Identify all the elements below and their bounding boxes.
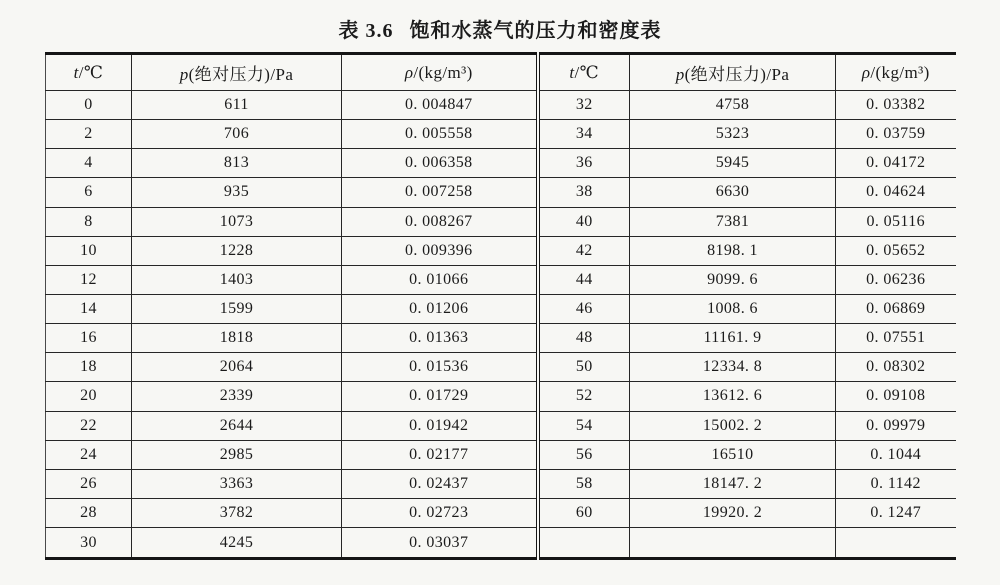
cell-density: 0. 01536 xyxy=(342,353,538,382)
table-body xyxy=(46,91,956,559)
cell-pressure: 6630 xyxy=(630,178,836,207)
cell-pressure: 19920. 2 xyxy=(630,498,836,527)
table-row xyxy=(46,498,956,527)
cell-density: 0. 01363 xyxy=(342,324,538,353)
cell-pressure: 1228 xyxy=(132,236,342,265)
cell-temperature: 22 xyxy=(46,411,132,440)
table-row xyxy=(46,207,956,236)
cell-density: 0. 1044 xyxy=(836,440,956,469)
cell-pressure: 2339 xyxy=(132,382,342,411)
cell-density: 0. 02177 xyxy=(342,440,538,469)
cell-temperature: 36 xyxy=(538,149,630,178)
cell-density: 0. 007258 xyxy=(342,178,538,207)
cell-temperature: 18 xyxy=(46,353,132,382)
p-symbol: p xyxy=(179,65,189,84)
cell-temperature: 44 xyxy=(538,265,630,294)
table-row xyxy=(46,353,956,382)
table-row xyxy=(46,120,956,149)
cell-temperature: 42 xyxy=(538,236,630,265)
table-row xyxy=(46,382,956,411)
cell-density: 0. 06869 xyxy=(836,294,956,323)
cell-temperature: 14 xyxy=(46,294,132,323)
table-row xyxy=(46,469,956,498)
cell-temperature: 54 xyxy=(538,411,630,440)
table-row xyxy=(46,411,956,440)
rho-unit: /(kg/m³) xyxy=(413,62,473,82)
cell-density: 0. 07551 xyxy=(836,324,956,353)
cell-temperature: 52 xyxy=(538,382,630,411)
table-row xyxy=(46,236,956,265)
cell-temperature: 6 xyxy=(46,178,132,207)
cell-density: 0. 1247 xyxy=(836,498,956,527)
cell-pressure: 2064 xyxy=(132,353,342,382)
rho-symbol: ρ xyxy=(404,62,414,82)
cell-density: 0. 03037 xyxy=(342,528,538,559)
table-row xyxy=(46,324,956,353)
table-number: 表 3.6 xyxy=(338,20,394,42)
cell-pressure: 9099. 6 xyxy=(630,265,836,294)
cell-temperature: 32 xyxy=(538,91,630,120)
cell-temperature: 12 xyxy=(46,265,132,294)
cell-temperature: 58 xyxy=(538,469,630,498)
cell-density: 0. 03382 xyxy=(836,91,956,120)
cell-temperature: 16 xyxy=(46,324,132,353)
table-row xyxy=(46,440,956,469)
cell-pressure: 1403 xyxy=(132,265,342,294)
cell-temperature: 46 xyxy=(538,294,630,323)
table-row xyxy=(46,528,956,559)
cell-temperature: 4 xyxy=(46,149,132,178)
cell-pressure: 611 xyxy=(132,91,342,120)
cell-temperature: 28 xyxy=(46,498,132,527)
cell-pressure: 15002. 2 xyxy=(630,411,836,440)
table-row xyxy=(46,91,956,120)
cell-density: 0. 09108 xyxy=(836,382,956,411)
cell-density: 0. 09979 xyxy=(836,411,956,440)
cell-temperature: 48 xyxy=(538,324,630,353)
table-row xyxy=(46,294,956,323)
cell-density: 0. 03759 xyxy=(836,120,956,149)
cell-pressure: 5323 xyxy=(630,120,836,149)
cell-density: 0. 009396 xyxy=(342,236,538,265)
cell-temperature: 40 xyxy=(538,207,630,236)
header-pressure-left xyxy=(132,54,342,91)
cell-pressure: 2644 xyxy=(132,411,342,440)
p-unit: (绝对压力)/Pa xyxy=(188,65,294,84)
header-pressure-right xyxy=(630,54,836,91)
t-symbol: t xyxy=(569,62,575,82)
table-row xyxy=(46,149,956,178)
cell-pressure: 1599 xyxy=(132,294,342,323)
t-symbol: t xyxy=(73,62,79,82)
cell-temperature: 20 xyxy=(46,382,132,411)
cell-pressure: 11161. 9 xyxy=(630,324,836,353)
cell-temperature xyxy=(538,528,630,559)
t-unit: /℃ xyxy=(574,62,600,82)
cell-density: 0. 01729 xyxy=(342,382,538,411)
cell-pressure xyxy=(630,528,836,559)
table-title xyxy=(0,14,1000,43)
cell-density: 0. 04172 xyxy=(836,149,956,178)
cell-density: 0. 008267 xyxy=(342,207,538,236)
header-temperature-left xyxy=(46,54,132,91)
cell-pressure: 4758 xyxy=(630,91,836,120)
cell-pressure: 13612. 6 xyxy=(630,382,836,411)
cell-pressure: 706 xyxy=(132,120,342,149)
cell-temperature: 56 xyxy=(538,440,630,469)
cell-pressure: 1818 xyxy=(132,324,342,353)
cell-temperature: 60 xyxy=(538,498,630,527)
rho-unit: /(kg/m³) xyxy=(870,62,930,82)
header-density-right xyxy=(836,54,956,91)
cell-density: 0. 06236 xyxy=(836,265,956,294)
header-temperature-right xyxy=(538,54,630,91)
cell-temperature: 38 xyxy=(538,178,630,207)
cell-pressure: 935 xyxy=(132,178,342,207)
cell-density xyxy=(836,528,956,559)
cell-pressure: 3363 xyxy=(132,469,342,498)
cell-pressure: 3782 xyxy=(132,498,342,527)
header-density-left xyxy=(342,54,538,91)
cell-pressure: 7381 xyxy=(630,207,836,236)
rho-symbol: ρ xyxy=(861,62,871,82)
cell-temperature: 2 xyxy=(46,120,132,149)
cell-density: 0. 02723 xyxy=(342,498,538,527)
cell-pressure: 12334. 8 xyxy=(630,353,836,382)
table-title-text: 饱和水蒸气的压力和密度表 xyxy=(409,20,662,42)
cell-pressure: 16510 xyxy=(630,440,836,469)
p-symbol: p xyxy=(675,65,685,84)
cell-pressure: 5945 xyxy=(630,149,836,178)
cell-density: 0. 01942 xyxy=(342,411,538,440)
cell-density: 0. 05116 xyxy=(836,207,956,236)
cell-pressure: 4245 xyxy=(132,528,342,559)
cell-density: 0. 01206 xyxy=(342,294,538,323)
cell-pressure: 813 xyxy=(132,149,342,178)
cell-temperature: 8 xyxy=(46,207,132,236)
cell-density: 0. 005558 xyxy=(342,120,538,149)
cell-pressure: 1008. 6 xyxy=(630,294,836,323)
cell-density: 0. 05652 xyxy=(836,236,956,265)
cell-temperature: 0 xyxy=(46,91,132,120)
cell-density: 0. 04624 xyxy=(836,178,956,207)
cell-pressure: 1073 xyxy=(132,207,342,236)
cell-temperature: 26 xyxy=(46,469,132,498)
cell-density: 0. 08302 xyxy=(836,353,956,382)
cell-temperature: 24 xyxy=(46,440,132,469)
cell-density: 0. 004847 xyxy=(342,91,538,120)
table-row xyxy=(46,265,956,294)
cell-density: 0. 1142 xyxy=(836,469,956,498)
cell-pressure: 2985 xyxy=(132,440,342,469)
p-unit: (绝对压力)/Pa xyxy=(684,65,790,84)
cell-pressure: 18147. 2 xyxy=(630,469,836,498)
cell-density: 0. 02437 xyxy=(342,469,538,498)
cell-density: 0. 006358 xyxy=(342,149,538,178)
header-row xyxy=(46,54,956,91)
cell-temperature: 10 xyxy=(46,236,132,265)
cell-density: 0. 01066 xyxy=(342,265,538,294)
saturated-vapor-table xyxy=(45,52,956,560)
table-row xyxy=(46,178,956,207)
cell-temperature: 30 xyxy=(46,528,132,559)
cell-pressure: 8198. 1 xyxy=(630,236,836,265)
t-unit: /℃ xyxy=(78,62,104,82)
cell-temperature: 50 xyxy=(538,353,630,382)
cell-temperature: 34 xyxy=(538,120,630,149)
